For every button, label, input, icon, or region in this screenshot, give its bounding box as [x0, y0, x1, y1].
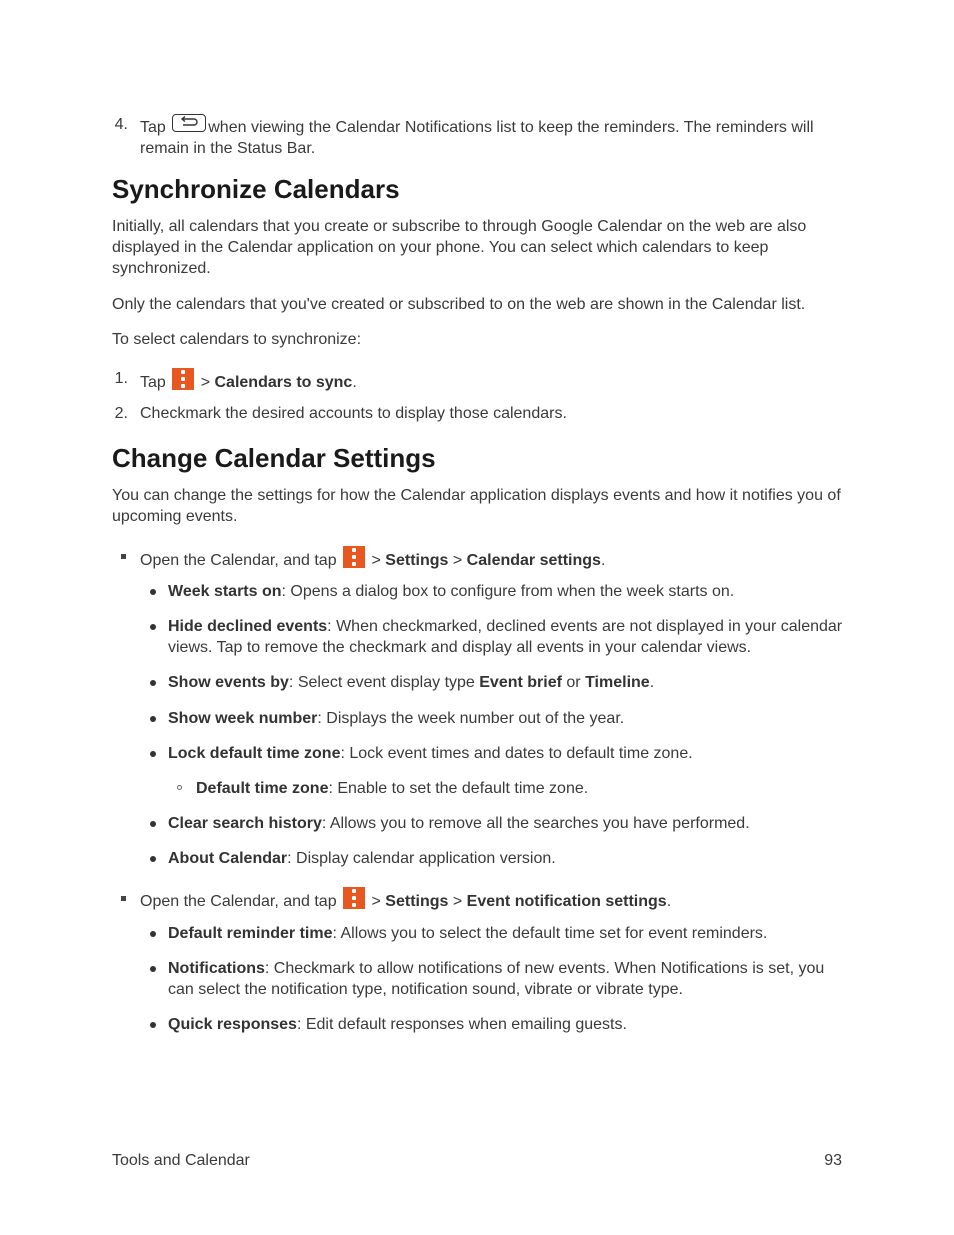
bullet-dot — [150, 856, 156, 862]
list-item: Week starts on: Opens a dialog box to configure from when the week starts on. — [168, 583, 735, 600]
bullet-dot — [150, 966, 156, 972]
footer-section: Tools and Calendar — [112, 1152, 250, 1169]
sync-heading: Synchronize Calendars — [112, 174, 400, 204]
sync-step-1: Tap > Calendars to sync. — [140, 368, 357, 393]
sync-paragraph-1: Initially, all calendars that you create or subscribe to through Google Calendar on the web are also displayed in the Calendar application on your phone. You can select which calendars to keep synchronized. — [112, 218, 807, 277]
list-item: Notifications: Checkmark to allow notifications of new events. When Notifications is set, you can select the notification type, notification sound, vibrate or vibrate type. — [168, 960, 825, 998]
page-number: 93 — [824, 1152, 842, 1169]
step-number: 1. — [114, 370, 128, 387]
calendar-settings-bullet: Open the Calendar, and tap > Settings > Calendar settings. — [140, 546, 605, 571]
menu-icon — [172, 368, 194, 390]
step-number: 2. — [114, 405, 128, 422]
sub-bullet-circle — [177, 785, 182, 790]
list-item: Show events by: Select event display type Event brief or Timeline. — [168, 674, 655, 691]
sync-step-2: Checkmark the desired accounts to display those calendars. — [140, 405, 567, 422]
list-item: Default reminder time: Allows you to select the default time set for event reminders. — [168, 925, 768, 942]
step-4-text: Tap when viewing the Calendar Notifications list to keep the reminders. The reminders will remain in the Status Bar. — [140, 114, 844, 159]
list-item: Show week number: Displays the week number out of the year. — [168, 710, 625, 727]
list-item: Hide declined events: When checkmarked, declined events are not displayed in your calendar views. Tap to remove the checkmark and display all events in your calendar views. — [168, 618, 843, 656]
list-item: About Calendar: Display calendar application version. — [168, 850, 556, 867]
list-item: Lock default time zone: Lock event times and dates to default time zone. — [168, 745, 693, 762]
list-item: Quick responses: Edit default responses when emailing guests. — [168, 1016, 627, 1033]
step-number: 4. — [114, 116, 128, 133]
bullet-dot — [150, 716, 156, 722]
menu-icon — [343, 546, 365, 568]
sync-paragraph-2: Only the calendars that you've created or subscribed to on the web are shown in the Calendar list. — [112, 296, 806, 313]
change-paragraph: You can change the settings for how the Calendar application displays events and how it notifies you of upcoming events. — [112, 487, 841, 525]
menu-icon — [343, 887, 365, 909]
list-item: Clear search history: Allows you to remove all the searches you have performed. — [168, 815, 750, 832]
back-icon — [172, 114, 206, 132]
bullet-dot — [150, 751, 156, 757]
bullet-dot — [150, 821, 156, 827]
bullet-dot — [150, 680, 156, 686]
notification-settings-bullet: Open the Calendar, and tap > Settings > Event notification settings. — [140, 887, 671, 912]
square-bullet — [121, 554, 126, 559]
bullet-dot — [150, 1022, 156, 1028]
square-bullet — [121, 896, 126, 901]
bullet-dot — [150, 589, 156, 595]
sync-paragraph-3: To select calendars to synchronize: — [112, 331, 362, 348]
bullet-dot — [150, 931, 156, 937]
change-heading: Change Calendar Settings — [112, 443, 436, 473]
list-item: Default time zone: Enable to set the default time zone. — [196, 780, 589, 797]
bullet-dot — [150, 624, 156, 630]
